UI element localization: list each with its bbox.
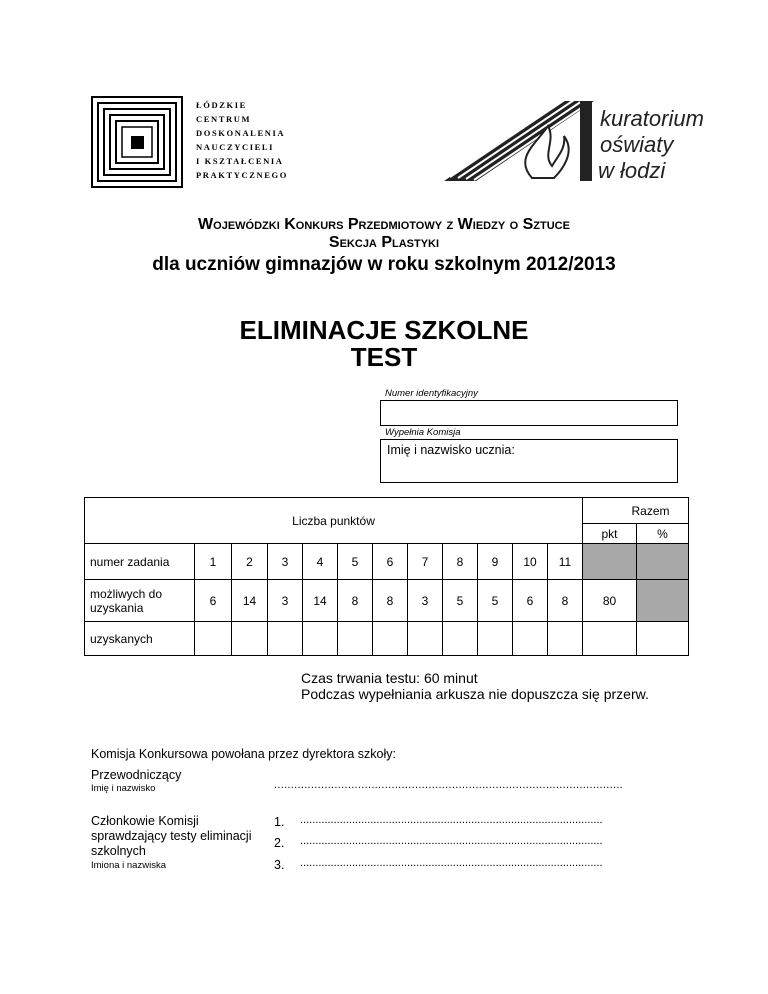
logo-line: CENTRUM (196, 114, 252, 124)
members-sub-label: Imiona i nazwiska (91, 860, 166, 871)
shaded-cell (637, 544, 689, 580)
possible-points: 8 (338, 580, 373, 622)
lcdnikp-name (196, 98, 288, 182)
possible-points: 6 (513, 580, 548, 622)
shaded-cell (583, 544, 637, 580)
student-name-field[interactable] (380, 439, 678, 483)
possible-points: 8 (548, 580, 583, 622)
member-signature-line[interactable]: ................................................................................................... (300, 814, 603, 826)
obtained-cell[interactable] (478, 622, 513, 656)
task-row-label: numer zadania (85, 544, 195, 580)
member-number: 3. (274, 858, 285, 872)
task-number: 2 (232, 544, 268, 580)
task-number: 7 (408, 544, 443, 580)
flame-stripes-icon (444, 99, 594, 181)
possible-points: 8 (373, 580, 408, 622)
percent-header: % (637, 524, 689, 544)
task-number: 4 (303, 544, 338, 580)
obtained-cell[interactable] (513, 622, 548, 656)
obtained-cell[interactable] (195, 622, 232, 656)
kuratorium-logo (444, 96, 704, 186)
logo-line: I KSZTAŁCENIA (196, 156, 284, 166)
task-number: 5 (338, 544, 373, 580)
task-number: 10 (513, 544, 548, 580)
lcdnikp-logo (91, 96, 183, 188)
obtained-cell[interactable] (443, 622, 478, 656)
obtained-total-cell[interactable] (583, 622, 637, 656)
task-number: 3 (268, 544, 303, 580)
chair-label: Przewodniczący (91, 768, 182, 782)
logo-line: ŁÓDZKIE (196, 100, 247, 110)
obtained-percent-cell[interactable] (637, 622, 689, 656)
committee-fill-label: Wypełnia Komisja (385, 427, 461, 438)
obtained-cell[interactable] (373, 622, 408, 656)
pkt-header: pkt (583, 524, 637, 544)
task-number: 8 (443, 544, 478, 580)
obtained-cell[interactable] (303, 622, 338, 656)
obtained-cell[interactable] (268, 622, 303, 656)
school-year-line: dla uczniów gimnazjów w roku szkolnym 2012/2013 (152, 254, 616, 275)
possible-points: 6 (195, 580, 232, 622)
no-breaks-note: Podczas wypełniania arkusza nie dopuszcza się przerw. (301, 686, 649, 702)
obtained-cell[interactable] (408, 622, 443, 656)
id-number-field[interactable] (380, 400, 678, 426)
section-title: Sekcja Plastyki (328, 234, 440, 251)
student-name-label: Imię i nazwisko ucznia: (387, 443, 515, 457)
shaded-cell (637, 580, 689, 622)
commission-heading: Komisja Konkursowa powołana przez dyrektora szkoły: (91, 747, 396, 761)
logo-line: DOSKONALENIA (196, 128, 286, 138)
obtained-cell[interactable] (338, 622, 373, 656)
possible-total: 80 (583, 580, 637, 622)
obtained-cell[interactable] (232, 622, 268, 656)
logo-word: w łodzi (598, 158, 666, 183)
logo-line: PRAKTYCZNEGO (196, 170, 288, 180)
task-number: 6 (373, 544, 408, 580)
obtained-row-label: uzyskanych (85, 622, 195, 656)
task-number: 9 (478, 544, 513, 580)
member-number: 1. (274, 815, 285, 829)
possible-points: 3 (408, 580, 443, 622)
chair-sub-label: Imię i nazwisko (91, 783, 156, 794)
logo-word: oświaty (600, 132, 674, 157)
possible-points: 14 (303, 580, 338, 622)
total-header: Razem (583, 498, 689, 524)
logo-line: NAUCZYCIELI (196, 142, 275, 152)
member-number: 2. (274, 836, 285, 850)
obtained-cell[interactable] (548, 622, 583, 656)
member-signature-line[interactable]: ................................................................................................... (300, 835, 603, 847)
members-label: Członkowie Komisji sprawdzający testy eliminacji szkolnych (91, 814, 252, 858)
possible-points: 5 (478, 580, 513, 622)
page-title: ELIMINACJE SZKOLNE (239, 315, 529, 345)
possible-points: 5 (443, 580, 478, 622)
test-duration: Czas trwania testu: 60 minut (301, 670, 478, 686)
id-number-label: Numer identyfikacyjny (385, 388, 478, 399)
score-table (84, 497, 689, 656)
possible-row-label: możliwych do uzyskania (85, 580, 195, 622)
concentric-squares-icon (91, 96, 183, 188)
points-header: Liczba punktów (85, 498, 583, 544)
possible-points: 3 (268, 580, 303, 622)
chair-signature-line[interactable]: ........................................................................................................ (274, 779, 624, 791)
page-subtitle: TEST (350, 342, 418, 372)
possible-points: 14 (232, 580, 268, 622)
member-signature-line[interactable]: ................................................................................................... (300, 857, 603, 869)
task-number: 11 (548, 544, 583, 580)
logo-word: kuratorium (600, 106, 704, 131)
competition-title: Wojewódzki Konkurs Przedmiotowy z Wiedzy o Sztuce (198, 216, 570, 233)
task-number: 1 (195, 544, 232, 580)
